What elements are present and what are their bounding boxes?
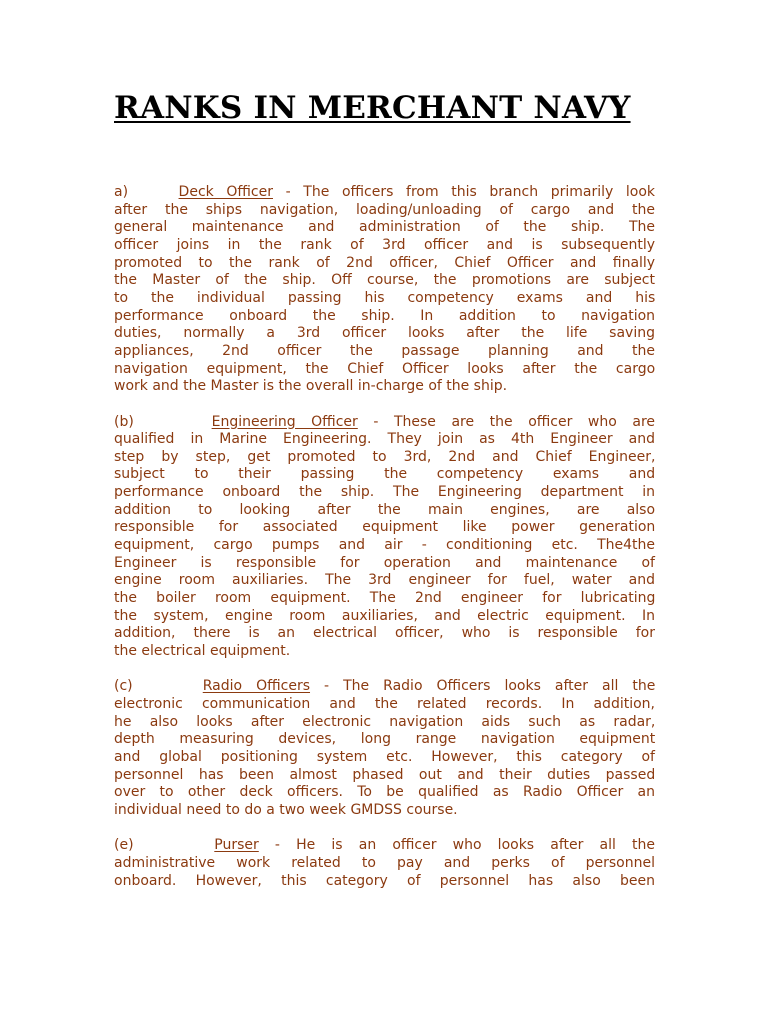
paragraph-line: the system, engine room auxiliaries, and electric equipment. In	[114, 607, 655, 624]
section-heading: Radio Officers	[202, 678, 311, 695]
paragraph-line: the boiler room equipment. The 2nd engineer for lubricating	[114, 590, 656, 607]
paragraph-line: performance onboard the ship. In addition to navigation	[114, 307, 656, 324]
paragraph-line: personnel has been almost phased out and their duties passed	[114, 766, 656, 783]
paragraph-line: subject to their passing the competency exams and	[114, 466, 656, 483]
document-body	[114, 184, 655, 908]
section-first-line	[114, 678, 655, 696]
paragraph-line: engine room auxiliaries. The 3rd engineer for fuel, water and	[114, 572, 655, 589]
paragraph-line: performance onboard the ship. The Engineering department in	[114, 484, 655, 501]
paragraph-line: appliances, 2nd officer the passage planning and the	[114, 342, 655, 359]
section-marker: (b)	[114, 413, 134, 430]
section-radio-officers	[114, 678, 655, 819]
section-heading-tail: - The Radio Officers looks after all the	[310, 678, 656, 695]
section-first-line	[114, 184, 655, 202]
section-heading: Engineering Officer	[211, 413, 358, 430]
paragraph-line: responsible for associated equipment like power generation	[114, 519, 656, 536]
paragraph-line: promoted to the rank of 2nd officer, Chief Officer and finally	[114, 254, 656, 271]
paragraph-line: qualified in Marine Engineering. They join as 4th Engineer and	[114, 431, 655, 448]
section-deck-officer	[114, 184, 655, 396]
section-purser	[114, 837, 655, 890]
document-title: RANKS IN MERCHANT NAVY	[114, 90, 631, 126]
section-first-line	[114, 414, 655, 432]
paragraph-line: onboard. However, this category of personnel has also been	[114, 872, 655, 889]
paragraph-line: he also looks after electronic navigation aids such as radar,	[114, 713, 656, 730]
section-marker: (c)	[114, 678, 133, 695]
section-heading-tail: - These are the officer who are	[357, 413, 656, 430]
paragraph-line: depth measuring devices, long range navigation equipment	[114, 731, 656, 748]
paragraph-line: addition, there is an electrical officer, who is responsible for	[114, 625, 655, 642]
paragraph-line: addition to looking after the main engines, are also	[114, 501, 656, 518]
section-marker: (e)	[114, 837, 134, 854]
section-first-line	[114, 837, 655, 855]
paragraph-line: the electrical equipment.	[114, 643, 291, 660]
paragraph-line: to the individual passing his competency exams and his	[114, 289, 656, 306]
section-heading-tail: - He is an officer who looks after all the	[258, 837, 655, 854]
paragraph-line: individual need to do a two week GMDSS course.	[114, 801, 458, 818]
paragraph-line: over to other deck officers. To be qualified as Radio Officer an	[114, 784, 655, 801]
paragraph-line: duties, normally a 3rd officer looks after the life saving	[114, 325, 655, 342]
paragraph-line: the Master of the ship. Off course, the promotions are subject	[114, 272, 655, 289]
paragraph-line: electronic communication and the related records. In addition,	[114, 696, 655, 712]
paragraph-line: and global positioning system etc. However, this category of	[114, 748, 655, 765]
paragraph-line: step by step, get promoted to 3rd, 2nd and Chief Engineer,	[114, 448, 656, 465]
paragraph-line: work and the Master is the overall in-charge of the ship.	[114, 378, 508, 395]
section-marker: a)	[114, 184, 129, 200]
section-heading: Deck Officer	[178, 184, 273, 200]
section-heading-tail: - The officers from this branch primarily look	[273, 184, 656, 200]
paragraph-line: general maintenance and administration of the ship. The	[114, 219, 655, 236]
paragraph-line: officer joins in the rank of 3rd officer and is subsequently	[114, 236, 655, 253]
paragraph-line: Engineer is responsible for operation and maintenance of	[114, 554, 655, 571]
paragraph-line: navigation equipment, the Chief Officer looks after the cargo	[114, 360, 656, 377]
paragraph-line: after the ships navigation, loading/unloading of cargo and the	[114, 201, 655, 218]
section-engineering-officer	[114, 414, 655, 661]
paragraph-line: administrative work related to pay and perks of personnel	[114, 854, 655, 871]
paragraph-line: equipment, cargo pumps and air - conditioning etc. The4the	[114, 537, 655, 554]
section-heading: Purser	[214, 837, 259, 854]
